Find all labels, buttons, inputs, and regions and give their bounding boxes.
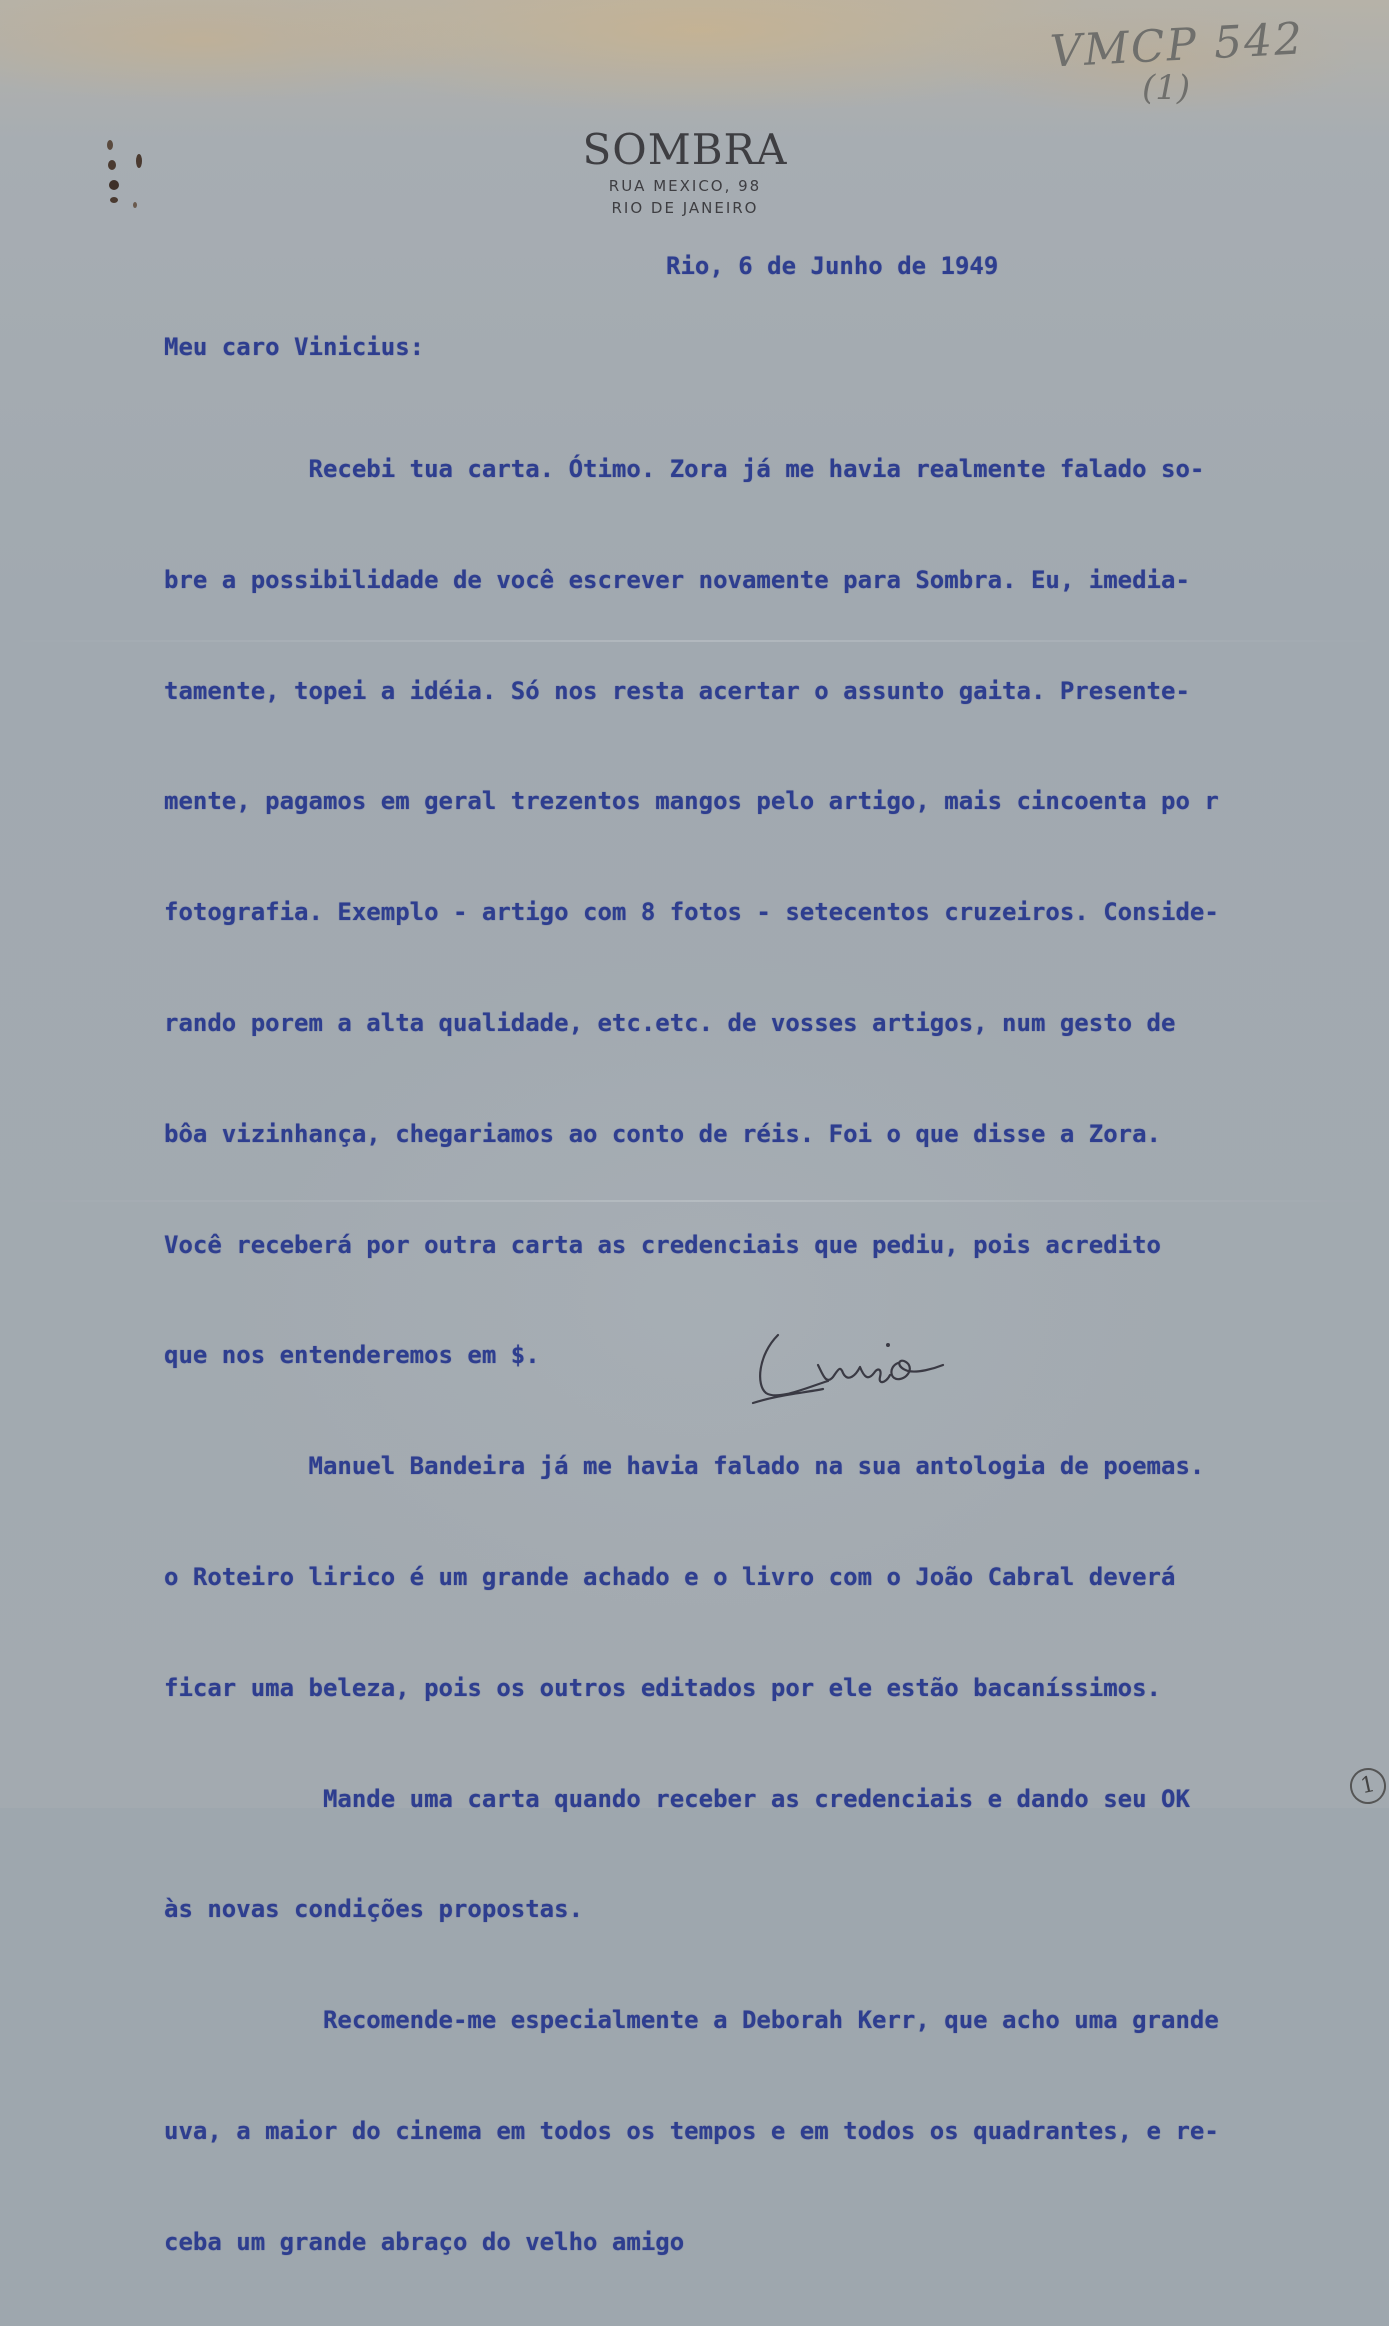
letterhead xyxy=(520,125,850,219)
letter-line: Você receberá por outra carta as credenciais que pediu, pois acredito xyxy=(164,1230,1161,1259)
letter-line: ceba um grande abraço do velho amigo xyxy=(164,2227,685,2256)
letter-line: Mande uma carta quando receber as credenciais e dando seu OK xyxy=(164,1784,1190,1813)
letter-line: bre a possibilidade de você escrever novamente para Sombra. Eu, imedia- xyxy=(164,565,1190,594)
letter-date: Rio, 6 de Junho de 1949 xyxy=(666,252,999,280)
letter-salutation: Meu caro Vinicius: xyxy=(164,333,425,361)
letter-line: fotografia. Exemplo - artigo com 8 fotos - setecentos cruzeiros. Conside- xyxy=(164,898,1219,927)
letterhead-name: SOMBRA xyxy=(582,125,788,174)
letter-line: bôa vizinhança, chegariamos ao conto de réis. Foi o que disse a Zora. xyxy=(164,1119,1161,1148)
letter-line: ficar uma beleza, pois os outros editados por ele estão bacaníssimos. xyxy=(164,1673,1161,1702)
letter-body xyxy=(164,386,1219,2326)
letter-line: às novas condições propostas. xyxy=(164,1895,584,1924)
letter-line: tamente, topei a idéia. Só nos resta acertar o assunto gaita. Presente- xyxy=(164,676,1190,705)
letter-line: que nos entenderemos em $. xyxy=(164,1341,540,1370)
archive-code: VMCP 542 xyxy=(1048,13,1306,78)
letter-line: Manuel Bandeira já me havia falado na sua antologia de poemas. xyxy=(164,1452,1205,1481)
binder-hole-marks xyxy=(95,135,165,225)
letterhead-address-street: RUA MEXICO, 98 xyxy=(608,177,762,195)
letter-line: rando porem a alta qualidade, etc.etc. de vosses artigos, num gesto de xyxy=(164,1008,1176,1037)
handwritten-signature xyxy=(748,1315,958,1410)
letter-line: uva, a maior do cinema em todos os tempos e em todos os quadrantes, e re- xyxy=(164,2116,1219,2145)
archive-reference-handwritten xyxy=(1048,13,1350,110)
page-number-stamp: 1 xyxy=(1347,1765,1389,1808)
letter-line: Recomende-me especialmente a Deborah Kerr, que acho uma grande xyxy=(164,2006,1219,2035)
letter-line: o Roteiro lirico é um grande achado e o livro com o João Cabral deverá xyxy=(164,1562,1176,1591)
letterhead-address-city: RIO DE JANEIRO xyxy=(611,199,759,217)
archive-subnumber: (1) xyxy=(1142,68,1191,108)
letter-line: Recebi tua carta. Ótimo. Zora já me havia realmente falado so- xyxy=(164,455,1205,483)
letter-line: mente, pagamos em geral trezentos mangos pelo artigo, mais cincoenta po r xyxy=(164,787,1219,816)
